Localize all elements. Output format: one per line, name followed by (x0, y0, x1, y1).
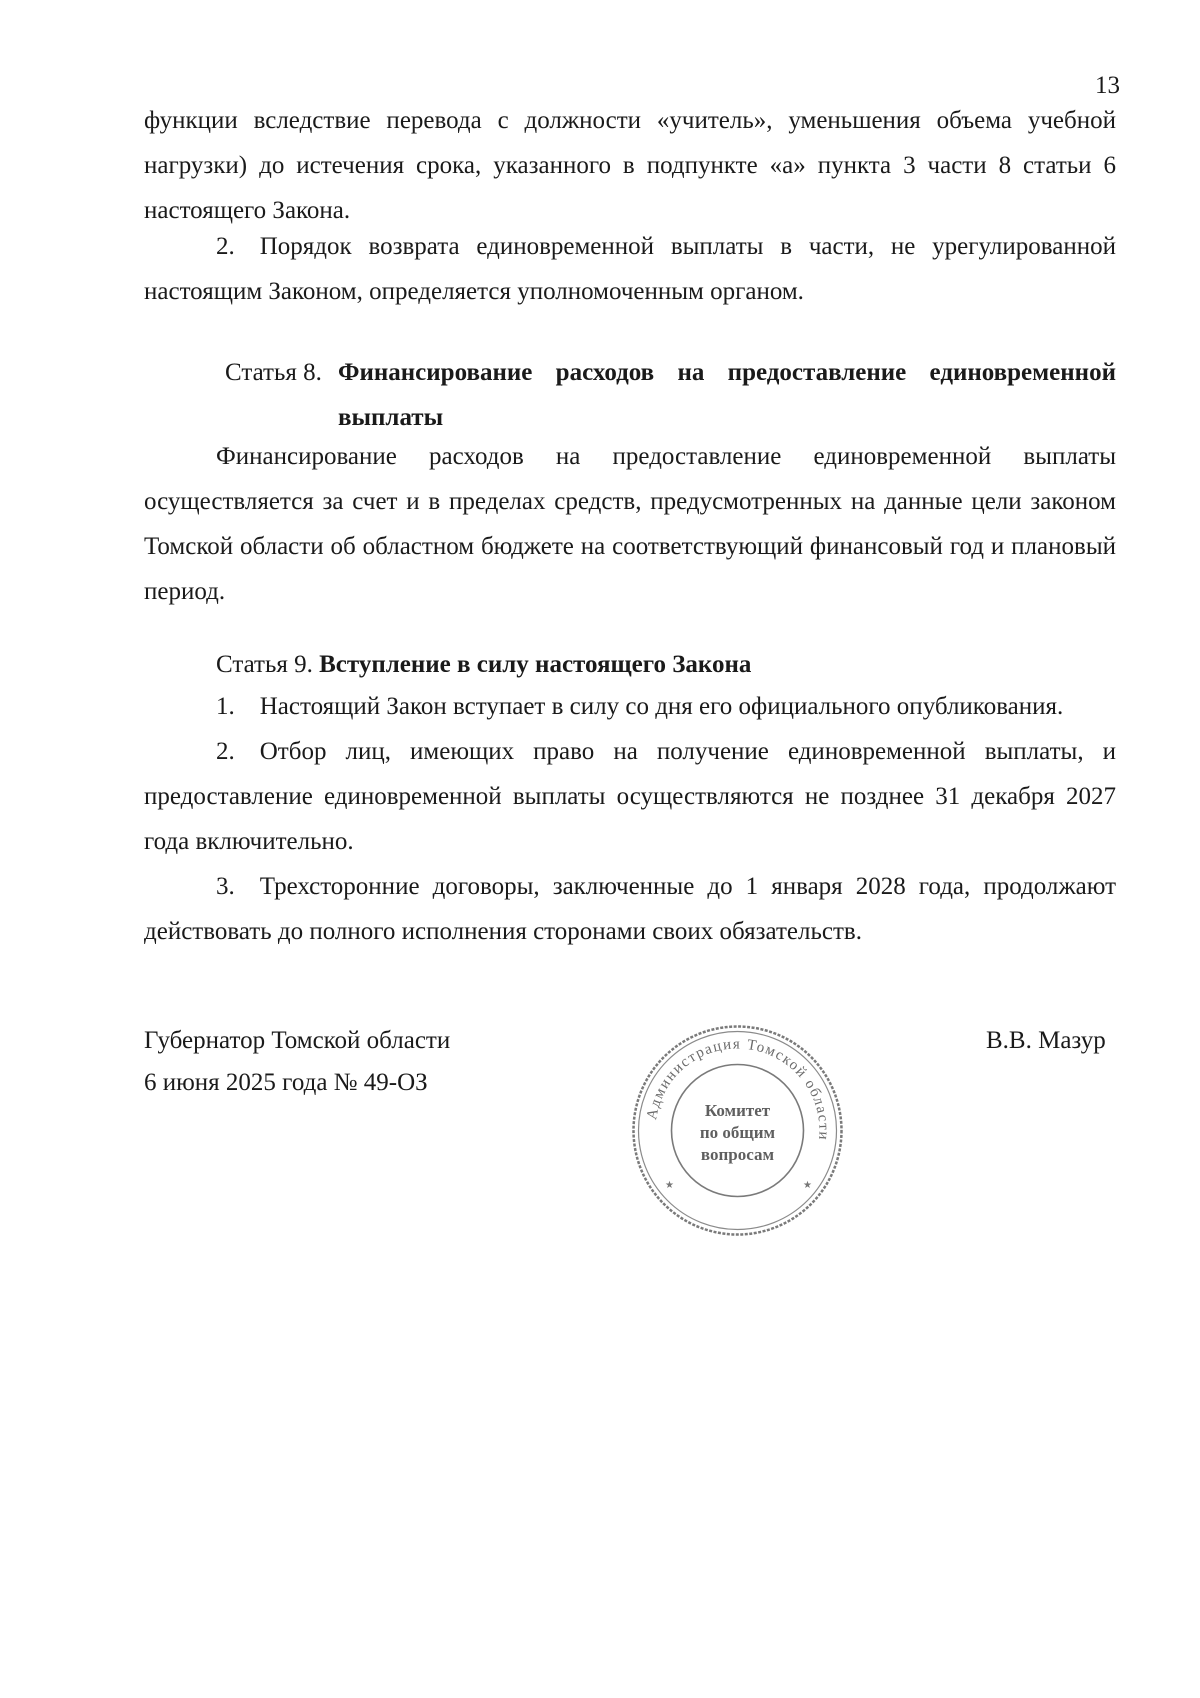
stamp-ring-text: Администрация Томской области (644, 1036, 832, 1142)
article9-item-1: 1. Настоящий Закон вступает в силу со дня его официального опубликования. (216, 693, 1064, 720)
stamp-star-right-icon: ★ (803, 1180, 812, 1191)
signature-name: В.В. Мазур (986, 1027, 1106, 1054)
article7-item2-paragraph (144, 224, 1116, 314)
article9-item-3: 3. Трехсторонние договоры, заключенные до 1 января 2028 года, продолжают действовать до полного исполнения сторонами своих обязательств. (144, 873, 1116, 945)
continuation-paragraph (144, 98, 1116, 233)
signature-position: Губернатор Томской области (144, 1027, 451, 1054)
page-number: 13 (1095, 72, 1120, 99)
stamp-seal-icon (625, 1018, 850, 1243)
article7-item2-text: 2. Порядок возврата единовременной выплаты в части, не урегулированной настоящим Законом, определяется уполномоченным органом. (144, 233, 1116, 305)
article8-body-paragraph (144, 434, 1116, 614)
article9-heading (216, 642, 751, 687)
article8-heading (225, 350, 1116, 440)
stamp-star-left-icon: ★ (665, 1180, 674, 1191)
article9-title: Вступление в силу настоящего Закона (319, 651, 752, 678)
article9-items (144, 684, 1116, 954)
article9-item-2: 2. Отбор лиц, имеющих право на получение единовременной выплаты, и предоставление единовременной выплаты осуществляются не позднее 31 декабря 2027 года включительно. (144, 738, 1116, 855)
signature-date-number: 6 июня 2025 года № 49-ОЗ (144, 1069, 428, 1096)
stamp-center-line-3: вопросам (700, 1145, 775, 1164)
article8-body: Финансирование расходов на предоставление единовременной выплаты осуществляется за счет и в пределах средств, предусмотренных на данные цели законом Томской области об областном бюджете на соответствующий финансовый год и плановый период. (144, 443, 1116, 605)
article9-number: Статья 9. (216, 651, 313, 678)
continuation-text: функции вследствие перевода с должности «учитель», уменьшения объема учебной нагрузки) до истечения срока, указанного в подпункте «а» пункта 3 части 8 статьи 6 настоящего Закона. (144, 107, 1116, 224)
stamp-center-line-2: по общим (699, 1123, 776, 1142)
article8-number: Статья 8. (225, 359, 322, 386)
article8-title: Финансирование расходов на предоставление единовременной выплаты (338, 359, 1116, 431)
stamp-center-line-1: Комитет (704, 1101, 771, 1120)
official-stamp (625, 1018, 850, 1243)
